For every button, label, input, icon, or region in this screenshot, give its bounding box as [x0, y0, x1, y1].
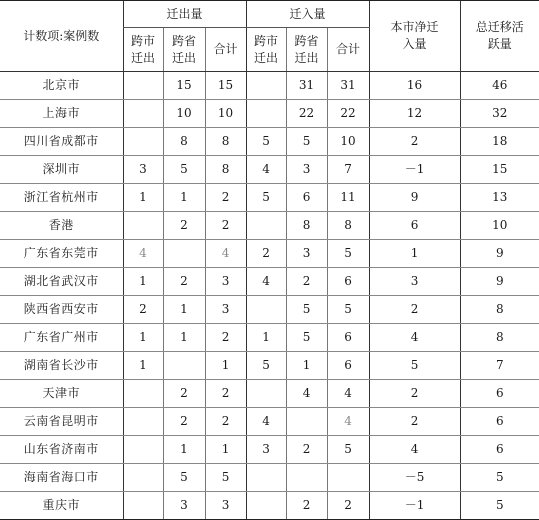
in-cross-city-cell: 4	[246, 268, 286, 296]
city-name-cell: 重庆市	[0, 492, 123, 520]
out-cross-prov-line-2: 迁出	[171, 50, 196, 65]
table-row	[0, 268, 539, 296]
net-cell: 6	[369, 212, 460, 240]
out-sum-cell: 2	[205, 324, 246, 352]
net-cell: 9	[369, 184, 460, 212]
city-name-cell: 天津市	[0, 380, 123, 408]
total-cell: 7	[460, 352, 539, 380]
in-cross-city-line-1: 跨市	[254, 33, 279, 48]
out-sum-cell: 3	[205, 492, 246, 520]
in-sum-cell: 5	[327, 436, 369, 464]
out-cross-prov-cell: 1	[163, 436, 205, 464]
total-cell: 9	[460, 240, 539, 268]
in-cross-prov-cell: 5	[286, 296, 327, 324]
city-name-cell: 广东省东莞市	[0, 240, 123, 268]
in-sum-cell: 11	[327, 184, 369, 212]
table-body	[0, 72, 539, 520]
out-sum-cell: 2	[205, 380, 246, 408]
in-cross-prov-cell: 6	[286, 184, 327, 212]
city-name-cell: 湖北省武汉市	[0, 268, 123, 296]
out-cross-city-cell	[123, 212, 163, 240]
out-sum-cell: 3	[205, 296, 246, 324]
out-sum-cell: 4	[205, 240, 246, 268]
in-cross-prov-cell: 22	[286, 100, 327, 128]
out-cross-city-cell	[123, 464, 163, 492]
in-cross-prov-cell: 5	[286, 324, 327, 352]
city-name-cell: 山东省济南市	[0, 436, 123, 464]
table-row	[0, 380, 539, 408]
out-cross-prov-header	[163, 28, 205, 72]
out-group-header: 迁出量	[123, 1, 246, 28]
in-cross-city-cell: 3	[246, 436, 286, 464]
in-cross-prov-cell: 2	[286, 492, 327, 520]
in-cross-city-cell: 4	[246, 408, 286, 436]
in-cross-prov-line-2: 迁出	[294, 50, 319, 65]
out-cross-city-cell: 4	[123, 240, 163, 268]
in-cross-city-cell: 5	[246, 128, 286, 156]
out-cross-city-cell	[123, 408, 163, 436]
total-cell: 5	[460, 492, 539, 520]
in-cross-city-cell	[246, 212, 286, 240]
out-cross-prov-cell: 10	[163, 100, 205, 128]
out-cross-city-cell: 1	[123, 268, 163, 296]
city-name-cell: 湖南省长沙市	[0, 352, 123, 380]
out-sum-cell: 1	[205, 352, 246, 380]
out-cross-city-cell	[123, 128, 163, 156]
out-sum-cell: 2	[205, 408, 246, 436]
city-name-cell: 香港	[0, 212, 123, 240]
total-cell: 13	[460, 184, 539, 212]
in-cross-prov-line-1: 跨省	[294, 33, 319, 48]
out-cross-prov-cell: 2	[163, 380, 205, 408]
out-cross-prov-cell: 2	[163, 268, 205, 296]
net-cell: 5	[369, 352, 460, 380]
table-row	[0, 436, 539, 464]
net-cell: 12	[369, 100, 460, 128]
in-sum-cell: 5	[327, 240, 369, 268]
total-cell: 10	[460, 212, 539, 240]
out-cross-city-header	[123, 28, 163, 72]
out-sum-cell: 2	[205, 212, 246, 240]
in-sum-cell: 4	[327, 380, 369, 408]
net-cell: 2	[369, 128, 460, 156]
net-cell: 3	[369, 268, 460, 296]
in-sum-cell: 5	[327, 296, 369, 324]
out-cross-city-line-2: 迁出	[130, 50, 155, 65]
out-cross-city-cell: 1	[123, 352, 163, 380]
out-sum-cell: 5	[205, 464, 246, 492]
net-header-line-2: 入量	[402, 37, 427, 51]
out-sum-cell: 8	[205, 128, 246, 156]
in-cross-prov-cell: 2	[286, 436, 327, 464]
city-name-cell: 广东省广州市	[0, 324, 123, 352]
in-cross-city-cell: 4	[246, 156, 286, 184]
out-cross-prov-cell: 15	[163, 72, 205, 100]
table-row	[0, 184, 539, 212]
in-cross-prov-cell: 3	[286, 156, 327, 184]
total-header-line-1: 总迁移活	[475, 20, 524, 34]
total-cell: 5	[460, 464, 539, 492]
out-sum-cell: 8	[205, 156, 246, 184]
out-sum-cell: 2	[205, 184, 246, 212]
total-cell: 15	[460, 156, 539, 184]
out-cross-prov-cell: 3	[163, 492, 205, 520]
table-row	[0, 464, 539, 492]
total-cell: 46	[460, 72, 539, 100]
out-cross-prov-line-1: 跨省	[171, 33, 196, 48]
out-cross-city-cell: 2	[123, 296, 163, 324]
in-cross-city-cell	[246, 100, 286, 128]
city-name-cell: 陕西省西安市	[0, 296, 123, 324]
in-cross-city-cell	[246, 296, 286, 324]
in-sum-cell: 10	[327, 128, 369, 156]
table-row	[0, 240, 539, 268]
net-cell: 2	[369, 380, 460, 408]
out-cross-city-cell: 1	[123, 184, 163, 212]
net-cell: 4	[369, 436, 460, 464]
total-cell: 8	[460, 296, 539, 324]
in-cross-city-cell	[246, 464, 286, 492]
net-header-line-1: 本市净迁	[390, 20, 439, 34]
net-cell: －5	[369, 464, 460, 492]
in-cross-prov-cell: 5	[286, 128, 327, 156]
city-name-cell: 海南省海口市	[0, 464, 123, 492]
total-header	[460, 1, 539, 72]
out-sum-cell: 15	[205, 72, 246, 100]
total-cell: 32	[460, 100, 539, 128]
in-cross-city-line-2: 迁出	[254, 50, 279, 65]
total-cell: 8	[460, 324, 539, 352]
in-sum-cell: 4	[327, 408, 369, 436]
net-cell: 2	[369, 408, 460, 436]
out-cross-prov-cell: 2	[163, 212, 205, 240]
row-label-header: 计数项:案例数	[0, 1, 123, 72]
table-row	[0, 128, 539, 156]
city-name-cell: 上海市	[0, 100, 123, 128]
in-cross-prov-cell: 31	[286, 72, 327, 100]
out-cross-city-cell	[123, 436, 163, 464]
city-name-cell: 浙江省杭州市	[0, 184, 123, 212]
in-sum-cell: 7	[327, 156, 369, 184]
out-sum-header: 合计	[205, 28, 246, 72]
in-cross-prov-header	[286, 28, 327, 72]
out-sum-cell: 1	[205, 436, 246, 464]
out-cross-prov-cell: 1	[163, 296, 205, 324]
out-cross-prov-cell: 2	[163, 408, 205, 436]
city-name-cell: 四川省成都市	[0, 128, 123, 156]
in-sum-cell: 6	[327, 268, 369, 296]
out-cross-city-cell: 1	[123, 324, 163, 352]
in-cross-prov-cell	[286, 464, 327, 492]
in-cross-prov-cell: 2	[286, 268, 327, 296]
city-name-cell: 云南省昆明市	[0, 408, 123, 436]
out-cross-prov-cell	[163, 352, 205, 380]
in-cross-city-cell: 5	[246, 352, 286, 380]
total-cell: 6	[460, 408, 539, 436]
out-cross-prov-cell: 5	[163, 156, 205, 184]
in-sum-cell	[327, 464, 369, 492]
net-cell: 16	[369, 72, 460, 100]
out-cross-city-cell	[123, 100, 163, 128]
net-header	[369, 1, 460, 72]
net-cell: －1	[369, 492, 460, 520]
table-row	[0, 100, 539, 128]
in-sum-cell: 6	[327, 324, 369, 352]
net-cell: 1	[369, 240, 460, 268]
total-cell: 6	[460, 436, 539, 464]
table-row	[0, 72, 539, 100]
out-cross-city-line-1: 跨市	[130, 33, 155, 48]
table-row	[0, 352, 539, 380]
total-cell: 6	[460, 380, 539, 408]
in-cross-prov-cell	[286, 408, 327, 436]
city-name-cell: 北京市	[0, 72, 123, 100]
out-cross-city-cell	[123, 492, 163, 520]
total-cell: 9	[460, 268, 539, 296]
in-cross-prov-cell: 3	[286, 240, 327, 268]
out-cross-prov-cell: 8	[163, 128, 205, 156]
out-sum-cell: 10	[205, 100, 246, 128]
out-cross-city-cell	[123, 380, 163, 408]
total-header-line-2: 跃量	[487, 37, 512, 51]
table-row	[0, 492, 539, 520]
out-cross-prov-cell: 1	[163, 184, 205, 212]
in-cross-prov-cell: 4	[286, 380, 327, 408]
in-sum-cell: 31	[327, 72, 369, 100]
in-sum-cell: 6	[327, 352, 369, 380]
in-sum-cell: 8	[327, 212, 369, 240]
net-cell: 2	[369, 296, 460, 324]
in-cross-city-cell	[246, 72, 286, 100]
in-cross-city-cell: 2	[246, 240, 286, 268]
table-row	[0, 212, 539, 240]
out-sum-cell: 3	[205, 268, 246, 296]
total-cell: 18	[460, 128, 539, 156]
in-sum-header: 合计	[327, 28, 369, 72]
out-cross-city-cell	[123, 72, 163, 100]
out-cross-city-cell: 3	[123, 156, 163, 184]
in-cross-city-header	[246, 28, 286, 72]
out-cross-prov-cell: 1	[163, 324, 205, 352]
in-cross-city-cell	[246, 380, 286, 408]
in-sum-cell: 22	[327, 100, 369, 128]
net-cell: 4	[369, 324, 460, 352]
in-sum-cell: 2	[327, 492, 369, 520]
in-cross-city-cell: 5	[246, 184, 286, 212]
net-cell: －1	[369, 156, 460, 184]
city-name-cell: 深圳市	[0, 156, 123, 184]
in-cross-prov-cell: 8	[286, 212, 327, 240]
out-cross-prov-cell: 5	[163, 464, 205, 492]
table-row	[0, 324, 539, 352]
out-cross-prov-cell	[163, 240, 205, 268]
table-row	[0, 408, 539, 436]
in-group-header: 迁入量	[246, 1, 369, 28]
in-cross-prov-cell: 1	[286, 352, 327, 380]
table-row	[0, 296, 539, 324]
in-cross-city-cell	[246, 492, 286, 520]
in-cross-city-cell: 1	[246, 324, 286, 352]
table-row	[0, 156, 539, 184]
